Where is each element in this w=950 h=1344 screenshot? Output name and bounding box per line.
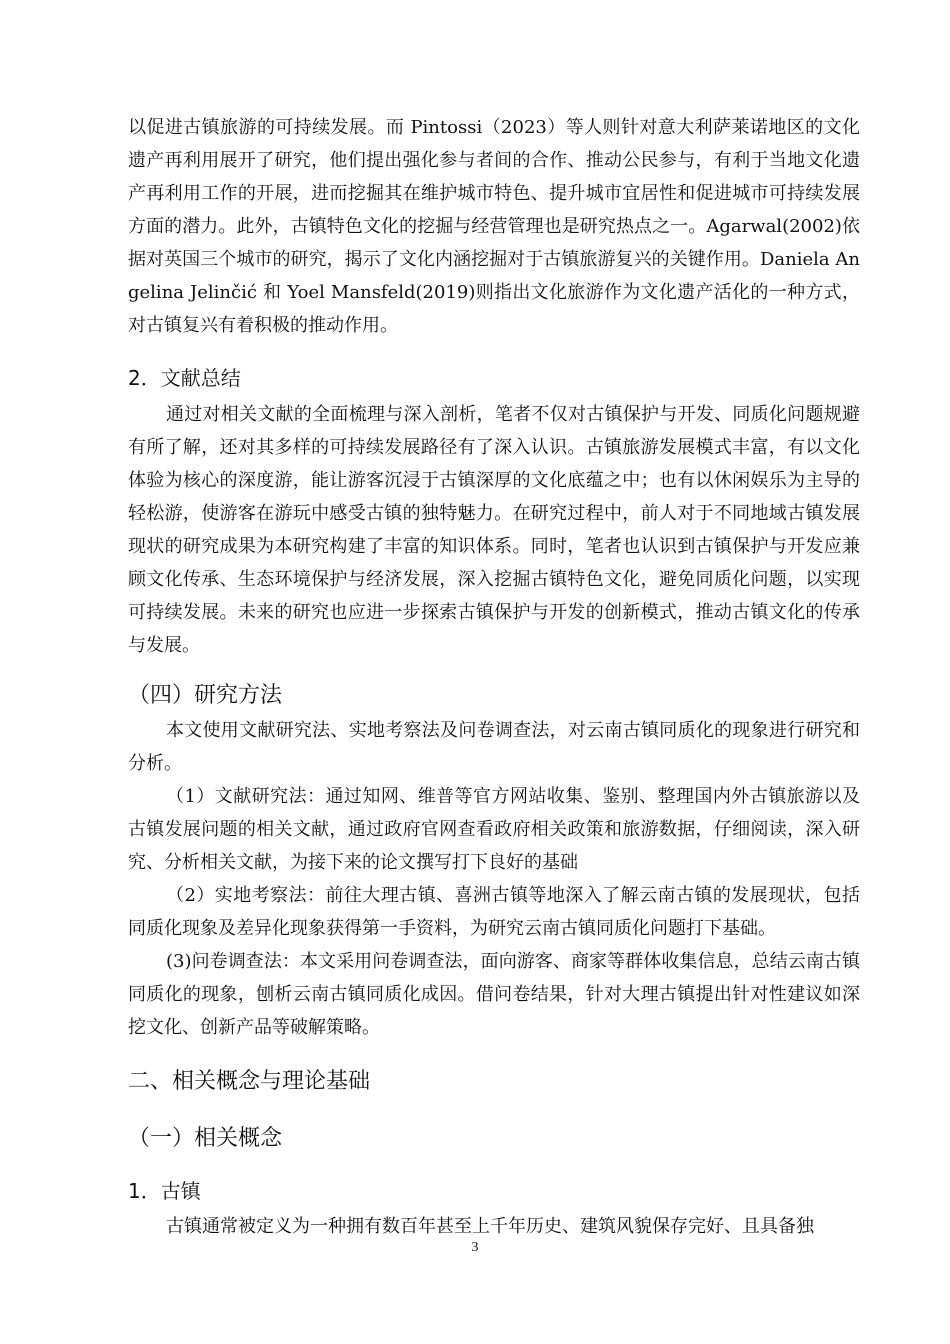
body-paragraph: (3)问卷调查法：本文采用问卷调查法，面向游客、商家等群体收集信息，总结云南古镇同质化的现象，刨析云南古镇同质化成因。借问卷结果，针对大理古镇提出针对性建议如深挖文化、创新产品等破解策略。 [128,951,860,1038]
page-number: 3 [471,1240,479,1255]
body-paragraph: 通过对相关文献的全面梳理与深入剖析，笔者不仅对古镇保护与开发、同质化问题规避有所了解，还对其多样的可持续发展路径有了深入认识。古镇旅游发展模式丰富，有以文化体验为核心的深度游，能让游客沉浸于古镇深厚的文化底蕴之中；也有以休闲娱乐为主导的轻松游，使游客在游玩中感受古镇的独特魅力。在研究过程中，前人对于不同地域古镇发展现状的研究成果为本研究构建了丰富的知识体系。同时，笔者也认识到古镇保护与开发应兼顾文化传承、生态环境保护与经济发展，深入挖掘古镇特色文化，避免同质化问题，以实现可持续发展。未来的研究也应进一步探索古镇保护与开发的创新模式，推动古镇文化的传承与发展。 [128,404,860,656]
subsection-heading: 1．古镇 [128,1179,201,1203]
section-heading: （一）相关概念 [128,1126,283,1151]
chapter-heading: 二、相关概念与理论基础 [128,1069,371,1094]
body-paragraph: 古镇通常被定义为一种拥有数百年甚至上千年历史、建筑风貌保存完好、且具备独 [166,1216,814,1237]
body-paragraph: （1）文献研究法：通过知网、维普等官方网站收集、鉴别、整理国内外古镇旅游以及古镇发展问题的相关文献，通过政府官网查看政府相关政策和旅游数据，仔细阅读，深入研究、分析相关文献，为接下来的论文撰写打下良好的基础 [128,786,860,873]
section-heading: （四）研究方法 [128,683,283,708]
body-paragraph: （2）实地考察法：前往大理古镇、喜洲古镇等地深入了解云南古镇的发展现状，包括同质化现象及差异化现象获得第一手资料，为研究云南古镇同质化问题打下基础。 [128,885,860,939]
body-paragraph: 以促进古镇旅游的可持续发展。而 Pintossi（2023）等人则针对意大利萨莱诺地区的文化遗产再利用展开了研究，他们提出强化参与者间的合作、推动公民参与，有利于当地文化遗产再利用工作的开展，进而挖掘其在维护城市特色、提升城市宜居性和促进城市可持续发展方面的潜力。此外，古镇特色文化的挖掘与经营管理也是研究热点之一。Agarwal(2002)依据对英国三个城市的研究，揭示了文化内涵挖掘对于古镇旅游复兴的关键作用。Daniela Angelina Jelinčić 和 Yoel Mansfeld(2019)则指出文化旅游作为文化遗产活化的一种方式，对古镇复兴有着积极的推动作用。 [128,117,860,336]
section-heading: 2．文献总结 [128,366,241,390]
body-paragraph: 本文使用文献研究法、实地考察法及问卷调查法，对云南古镇同质化的现象进行研究和分析。 [128,720,860,774]
